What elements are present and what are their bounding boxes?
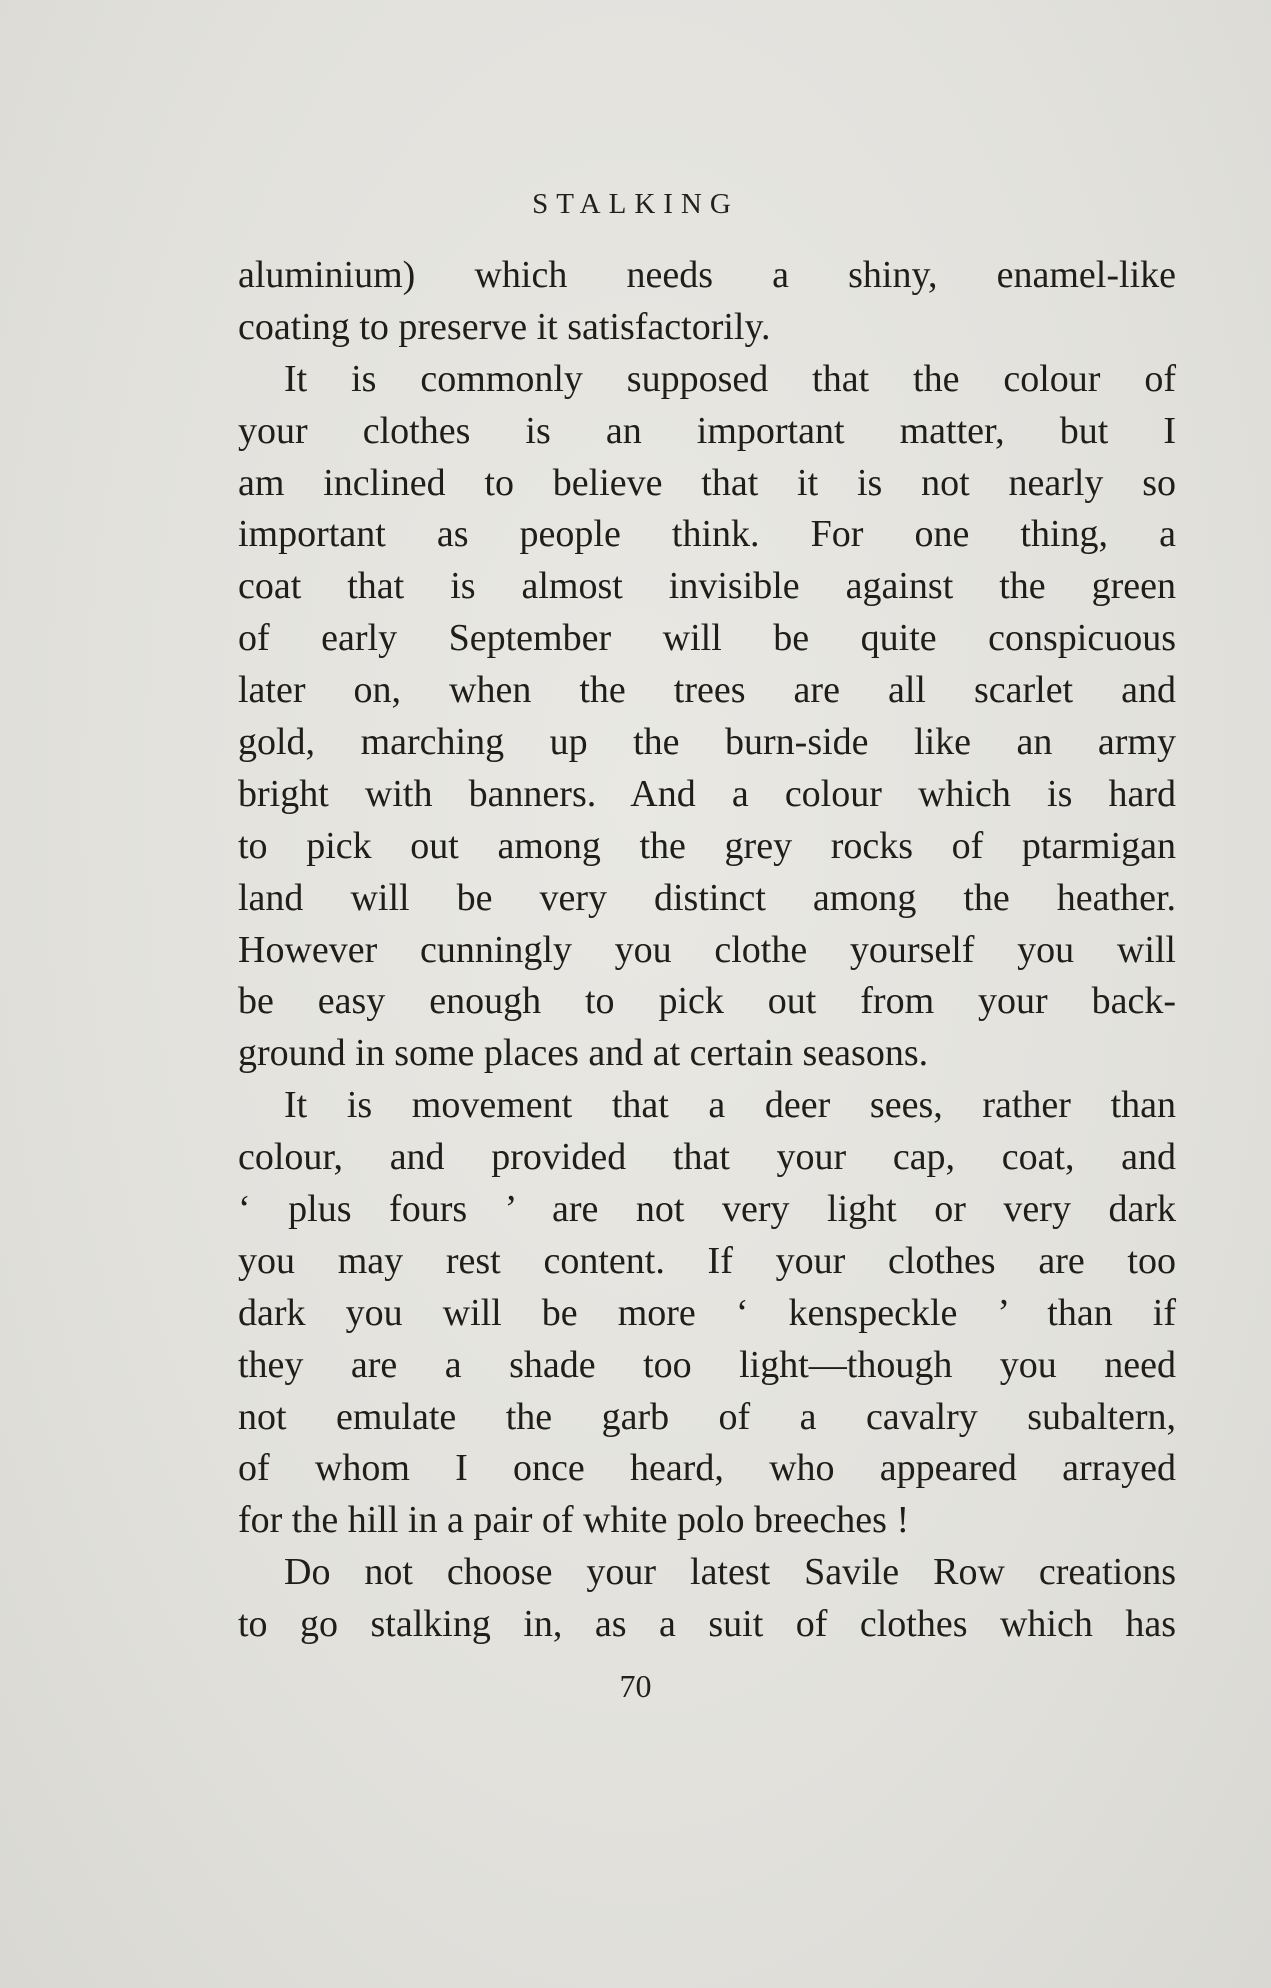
paragraph-4: [238, 1547, 1176, 1651]
page-number: 70: [619, 1668, 652, 1704]
text-line: important as people think. For one thing, a: [238, 513, 1176, 556]
text-line: later on, when the trees are all scarlet and: [238, 669, 1176, 712]
paragraph-2: [238, 354, 1176, 1080]
text-line: It is movement that a deer sees, rather than: [284, 1084, 1176, 1127]
text-line: land will be very distinct among the heather.: [238, 876, 1176, 919]
text-line: ground in some places and at certain seasons.: [238, 1032, 929, 1075]
text-line: for the hill in a pair of white polo breeches !: [238, 1499, 910, 1542]
text-line: bright with banners. And a colour which is hard: [238, 772, 1176, 815]
text-line: gold, marching up the burn-side like an army: [238, 721, 1176, 764]
text-line: am inclined to believe that it is not nearly so: [238, 461, 1176, 504]
text-line: to pick out among the grey rocks of ptarmigan: [238, 824, 1176, 867]
paragraph-1: [238, 250, 1176, 354]
text-line: It is commonly supposed that the colour of: [284, 357, 1176, 400]
text-line: aluminium) which needs a shiny, enamel-like: [238, 254, 1176, 296]
text-line: not emulate the garb of a cavalry subaltern,: [238, 1395, 1176, 1438]
text-line: be easy enough to pick out from your back-: [238, 980, 1176, 1023]
text-line: they are a shade too light—though you need: [238, 1343, 1176, 1386]
text-line: of early September will be quite conspicuous: [238, 617, 1176, 660]
text-line: your clothes is an important matter, but I: [238, 409, 1176, 452]
body-text: [238, 250, 1176, 1651]
text-line: coating to preserve it satisfactorily.: [238, 305, 771, 348]
text-line: Do not choose your latest Savile Row creations: [284, 1551, 1176, 1594]
text-line: you may rest content. If your clothes are too: [238, 1239, 1176, 1282]
paragraph-3: [238, 1080, 1176, 1547]
text-line: However cunningly you clothe yourself you will: [238, 928, 1176, 971]
text-line: of whom I once heard, who appeared arrayed: [238, 1447, 1176, 1490]
text-line: ‘ plus fours ’ are not very light or very dark: [238, 1188, 1176, 1231]
running-head: STALKING: [532, 188, 739, 220]
text-line: coat that is almost invisible against the green: [238, 565, 1176, 608]
text-line: colour, and provided that your cap, coat, and: [238, 1136, 1176, 1179]
text-line: dark you will be more ‘ kenspeckle ’ than if: [238, 1291, 1176, 1334]
text-line: to go stalking in, as a suit of clothes which has: [238, 1603, 1176, 1646]
